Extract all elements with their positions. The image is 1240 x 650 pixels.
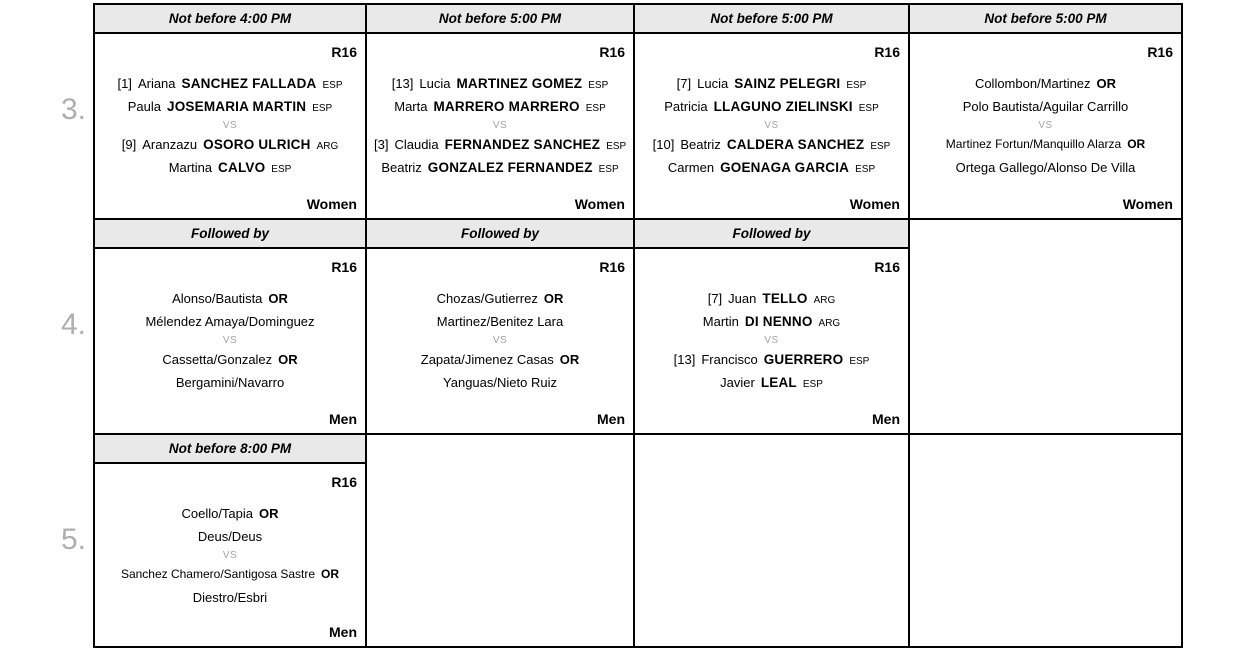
seed-label: [3] — [374, 137, 389, 152]
last-name: OSORO ULRICH — [203, 137, 311, 152]
nationality-label: ESP — [855, 164, 876, 175]
first-name: Lucia — [419, 76, 451, 91]
team-line — [914, 133, 1177, 156]
seed-label: [9] — [121, 137, 137, 152]
team-line — [914, 72, 1177, 95]
last-name: LEAL — [760, 375, 797, 390]
player-line — [371, 156, 629, 179]
match-lines — [371, 287, 629, 394]
nationality-label: ESP — [322, 80, 343, 91]
slot3-court3-time-header — [635, 5, 908, 32]
vs-label: VS — [492, 120, 508, 131]
last-name: DI NENNO — [744, 314, 813, 329]
vs-label: VS — [222, 550, 238, 561]
match-slot3-court4 — [910, 34, 1181, 218]
last-name: SAINZ PELEGRI — [734, 76, 841, 91]
player-line — [371, 133, 629, 156]
empty-slot5-court2 — [367, 435, 633, 646]
player-line — [371, 72, 629, 95]
team-line — [99, 371, 361, 394]
first-name: Beatriz — [680, 137, 721, 152]
match-lines — [914, 72, 1177, 179]
team-line — [99, 586, 361, 609]
nationality-label: ARG — [813, 295, 836, 306]
nationality-label: ESP — [846, 80, 867, 91]
team-line — [371, 371, 629, 394]
match-slot3-court3 — [635, 34, 908, 218]
player-line — [99, 133, 361, 156]
time-label: Not before 5:00 PM — [710, 11, 833, 26]
round-label: R16 — [599, 44, 625, 60]
team-line — [99, 287, 361, 310]
seed-label: [13] — [673, 352, 696, 367]
empty-slot5-court4 — [910, 435, 1181, 646]
gender-label: Women — [574, 196, 625, 212]
first-name: Javier — [720, 375, 755, 390]
team-name: Chozas/Gutierrez — [436, 291, 538, 306]
time-label: Not before 5:00 PM — [984, 11, 1107, 26]
team-name: Martinez Fortun/Manquillo Alarza — [945, 137, 1122, 151]
match-lines — [371, 72, 629, 179]
last-name: FERNANDEZ SANCHEZ — [444, 137, 601, 152]
first-name: Beatriz — [381, 160, 422, 175]
team-name: Yanguas/Nieto Ruiz — [443, 375, 557, 390]
gender-label: Men — [329, 624, 357, 640]
match-slot4-court1 — [95, 249, 365, 433]
last-name: CALDERA SANCHEZ — [726, 137, 865, 152]
time-label: Followed by — [190, 226, 269, 241]
team-line — [371, 310, 629, 333]
round-label: R16 — [874, 259, 900, 275]
nationality-label: ESP — [271, 164, 292, 175]
seed-label: [1] — [117, 76, 132, 91]
slot-number-5: 5. — [60, 523, 86, 556]
player-line — [639, 310, 904, 333]
last-name: MARTINEZ GOMEZ — [456, 76, 583, 91]
team-line — [914, 156, 1177, 179]
team-line — [99, 525, 361, 548]
empty-slot5-court3 — [635, 435, 908, 646]
team-name: Polo Bautista/Aguilar Carrillo — [962, 99, 1129, 114]
or-label: OR — [268, 291, 288, 306]
team-line — [99, 348, 361, 371]
match-slot4-court2 — [367, 249, 633, 433]
empty-slot4-court4 — [910, 220, 1181, 433]
slot4-court2-time-header — [367, 220, 633, 247]
slot3-court1-time-header — [95, 5, 365, 32]
player-line — [639, 156, 904, 179]
player-line — [639, 72, 904, 95]
last-name: GOENAGA GARCIA — [720, 160, 850, 175]
nationality-label: ESP — [849, 356, 870, 367]
round-label: R16 — [599, 259, 625, 275]
team-name: Ortega Gallego/Alonso De Villa — [955, 160, 1136, 175]
time-label: Followed by — [460, 226, 539, 241]
gender-label: Men — [872, 411, 900, 427]
match-lines — [99, 72, 361, 179]
team-name: Cassetta/Gonzalez — [162, 352, 273, 367]
team-line — [914, 95, 1177, 118]
nationality-label: ARG — [316, 141, 339, 152]
team-name: Zapata/Jimenez Casas — [420, 352, 554, 367]
player-line — [639, 348, 904, 371]
first-name: Paula — [127, 99, 162, 114]
match-lines — [99, 287, 361, 394]
round-label: R16 — [331, 259, 357, 275]
gender-label: Men — [329, 411, 357, 427]
or-label: OR — [1096, 76, 1117, 91]
first-name: Juan — [728, 291, 757, 306]
player-line — [639, 287, 904, 310]
slot-number-4: 4. — [60, 308, 86, 341]
first-name: Lucia — [697, 76, 729, 91]
team-name: Deus/Deus — [197, 529, 263, 544]
vs-label: VS — [222, 335, 238, 346]
match-slot3-court1 — [95, 34, 365, 218]
round-label: R16 — [331, 44, 357, 60]
slot3-court2-time-header — [367, 5, 633, 32]
player-line — [639, 371, 904, 394]
or-label: OR — [1127, 137, 1146, 151]
last-name: TELLO — [762, 291, 808, 306]
last-name: CALVO — [218, 160, 266, 175]
player-line — [639, 133, 904, 156]
nationality-label: ESP — [588, 80, 609, 91]
nationality-label: ESP — [598, 164, 619, 175]
match-lines — [639, 72, 904, 179]
last-name: LLAGUNO ZIELINSKI — [713, 99, 853, 114]
team-name: Coello/Tapia — [181, 506, 254, 521]
time-label: Not before 8:00 PM — [168, 441, 292, 456]
nationality-label: ESP — [312, 103, 333, 114]
round-label: R16 — [874, 44, 900, 60]
first-name: Marta — [394, 99, 428, 114]
or-label: OR — [559, 352, 580, 367]
match-slot5-court1 — [95, 464, 365, 646]
gender-label: Women — [1122, 196, 1173, 212]
team-name: Alonso/Bautista — [172, 291, 263, 306]
first-name: Francisco — [701, 352, 758, 367]
or-label: OR — [259, 506, 279, 521]
or-label: OR — [321, 567, 340, 581]
team-name: Diestro/Esbri — [192, 590, 268, 605]
first-name: Martina — [168, 160, 213, 175]
last-name: JOSEMARIA MARTIN — [167, 99, 307, 114]
nationality-label: ESP — [606, 141, 627, 152]
team-line — [99, 563, 361, 586]
nationality-label: ARG — [818, 318, 841, 329]
slot4-court1-time-header — [95, 220, 365, 247]
nationality-label: ESP — [858, 103, 879, 114]
last-name: SANCHEZ FALLADA — [181, 76, 317, 91]
or-label: OR — [278, 352, 298, 367]
match-slot3-court2 — [367, 34, 633, 218]
team-line — [99, 310, 361, 333]
time-label: Followed by — [732, 226, 811, 241]
last-name: GUERRERO — [763, 352, 844, 367]
gender-label: Women — [306, 196, 357, 212]
vs-label: VS — [492, 335, 508, 346]
team-line — [99, 502, 361, 525]
gender-label: Men — [597, 411, 625, 427]
match-lines — [639, 287, 904, 394]
or-label: OR — [543, 291, 564, 306]
player-line — [639, 95, 904, 118]
schedule-grid — [93, 3, 1183, 648]
round-label: R16 — [1147, 44, 1173, 60]
first-name: Aranzazu — [142, 137, 198, 152]
vs-label: VS — [764, 120, 779, 131]
team-name: Collombon/Martinez — [974, 76, 1091, 91]
vs-label: VS — [764, 335, 779, 346]
player-line — [371, 95, 629, 118]
team-name: Martinez/Benitez Lara — [436, 314, 564, 329]
round-label: R16 — [331, 474, 357, 490]
first-name: Patricia — [664, 99, 708, 114]
last-name: MARRERO MARRERO — [433, 99, 580, 114]
vs-label: VS — [222, 120, 238, 131]
seed-label: [13] — [391, 76, 414, 91]
first-name: Carmen — [667, 160, 715, 175]
nationality-label: ESP — [870, 141, 891, 152]
slot3-court4-time-header — [910, 5, 1181, 32]
seed-label: [7] — [676, 76, 692, 91]
team-name: Sanchez Chamero/Santigosa Sastre — [120, 567, 316, 581]
player-line — [99, 72, 361, 95]
player-line — [99, 156, 361, 179]
first-name: Martin — [702, 314, 739, 329]
slot5-court1-time-header — [95, 435, 365, 462]
match-lines — [99, 502, 361, 609]
player-line — [99, 95, 361, 118]
time-label: Not before 4:00 PM — [168, 11, 292, 26]
gender-label: Women — [849, 196, 900, 212]
time-label: Not before 5:00 PM — [438, 11, 562, 26]
match-slot4-court3 — [635, 249, 908, 433]
team-line — [371, 287, 629, 310]
nationality-label: ESP — [585, 103, 606, 114]
team-name: Bergamini/Navarro — [175, 375, 285, 390]
last-name: GONZALEZ FERNANDEZ — [427, 160, 593, 175]
first-name: Ariana — [137, 76, 176, 91]
team-name: Mélendez Amaya/Dominguez — [145, 314, 315, 329]
vs-label: VS — [1038, 120, 1053, 131]
first-name: Claudia — [394, 137, 439, 152]
seed-label: [10] — [652, 137, 675, 152]
slot-number-3: 3. — [60, 93, 86, 126]
nationality-label: ESP — [802, 379, 823, 390]
seed-label: [7] — [707, 291, 723, 306]
team-line — [371, 348, 629, 371]
slot4-court3-time-header — [635, 220, 908, 247]
